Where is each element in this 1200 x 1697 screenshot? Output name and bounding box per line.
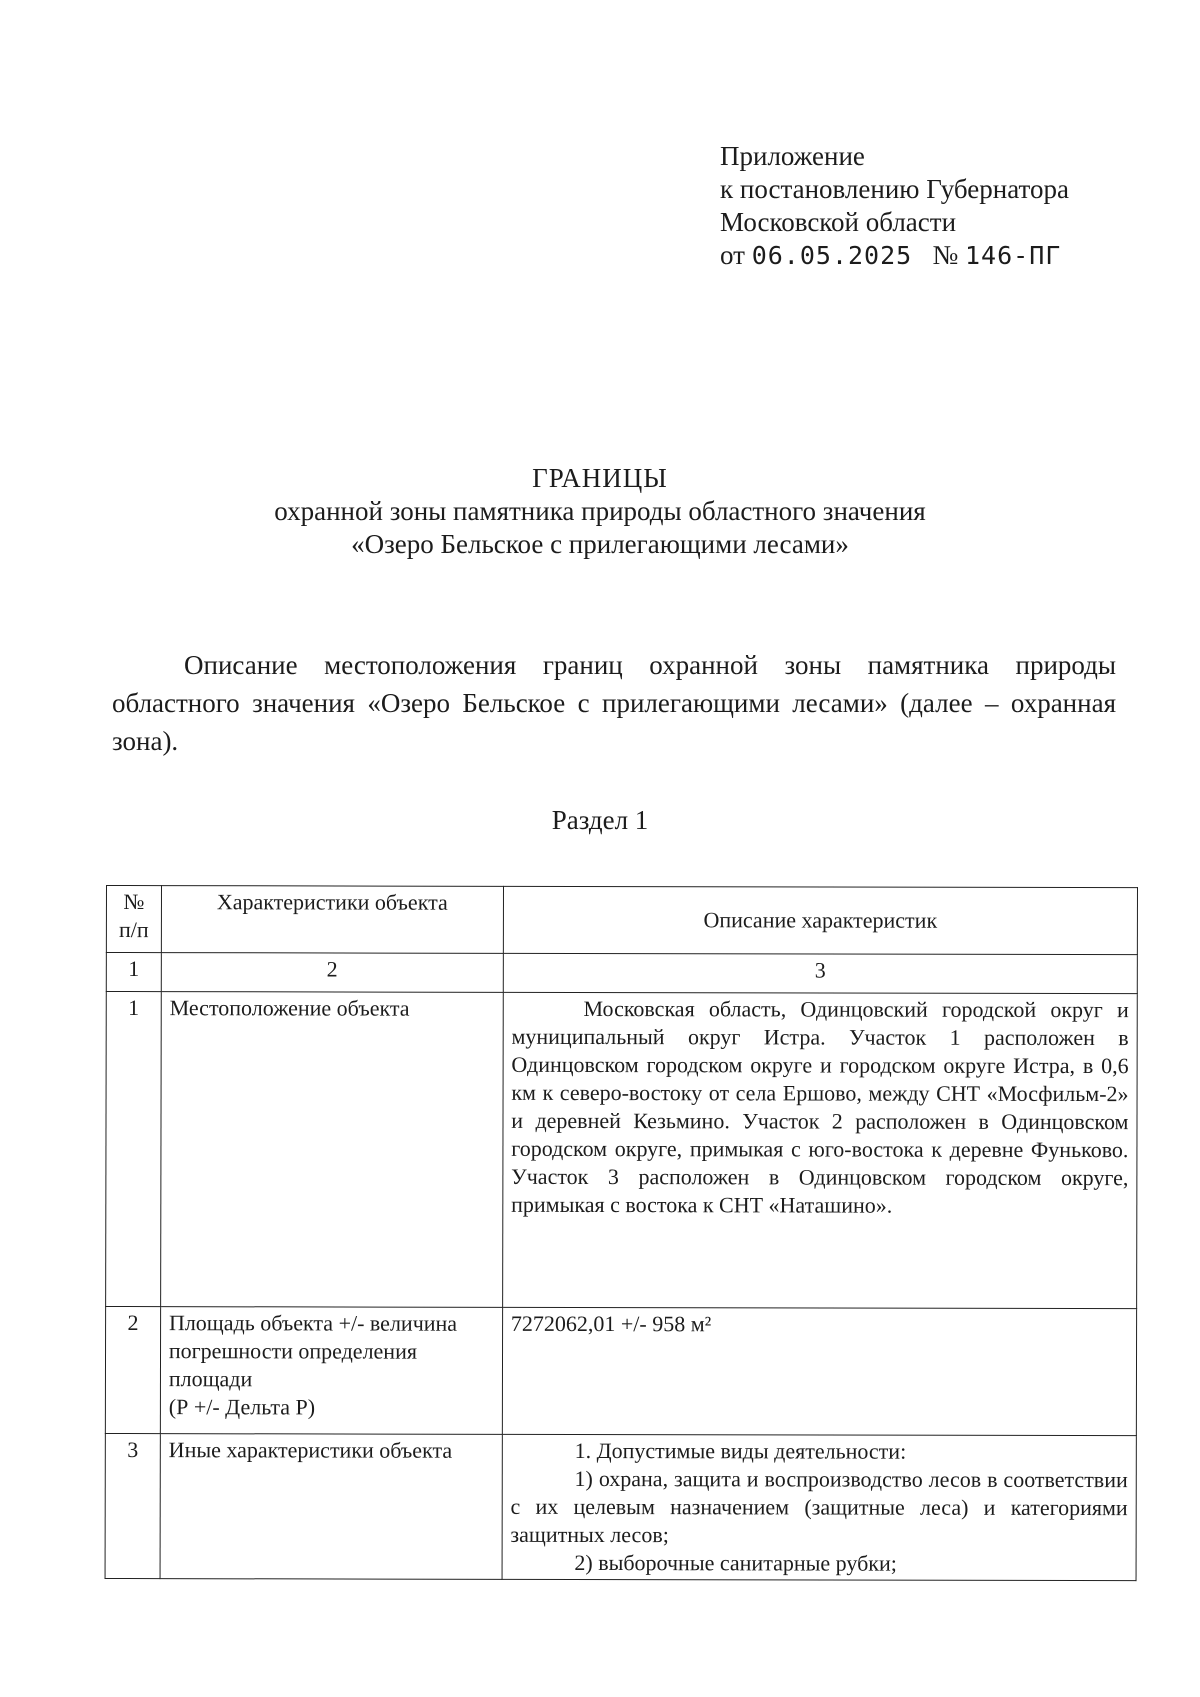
header-cell-number: № п/п	[106, 886, 161, 953]
row-number: 2	[105, 1307, 160, 1434]
column-number-2: 2	[161, 953, 503, 993]
table-row	[105, 1307, 1136, 1436]
section-label: Раздел 1	[551, 805, 649, 835]
column-number-3: 3	[503, 953, 1137, 993]
decree-number: 146-ПГ	[964, 241, 1062, 270]
appendix-date-line	[720, 239, 1069, 272]
row-description	[502, 1434, 1137, 1580]
row-characteristic: Иные характеристики объекта	[160, 1434, 502, 1580]
row-characteristic-formula: (Р +/- Дельта Р)	[168, 1394, 316, 1420]
appendix-line-1: Приложение	[720, 141, 865, 171]
header-cell-characteristics: Характеристики объекта	[161, 886, 503, 954]
activity-heading: 1. Допустимые виды деятельности:	[574, 1437, 907, 1464]
title-line-3: «Озеро Бельское с прилегающими лесами»	[351, 529, 849, 559]
title-line-2: охранной зоны памятника природы областного значения	[274, 496, 926, 526]
row-characteristic	[160, 1307, 502, 1435]
appendix-header	[720, 140, 1069, 272]
characteristics-table	[105, 885, 1138, 1581]
column-number-1: 1	[106, 953, 161, 992]
activity-item: 2) выборочные санитарные рубки;	[574, 1549, 897, 1576]
activity-item: 1) охрана, защита и воспроизводство лесов в соответствии с их целевым назначением (защитные леса) и категориями защитных лесов;	[510, 1465, 1128, 1548]
title-heading: ГРАНИЦЫ	[532, 463, 668, 493]
decree-date: 06.05.2025	[751, 241, 913, 270]
row-characteristic-text: Площадь объекта +/- величина погрешности определения площади	[168, 1310, 458, 1392]
table-header-row	[106, 886, 1137, 955]
row-description: Московская область, Одинцовский городской округ и муниципальный округ Истра. Участок 1 расположен в Одинцовском городском округе и городском округе Истра, в 0,6 км к северо-востоку от села Ершово, между СНТ «Мосфильм-2» и деревней Кезьмино. Участок 2 расположен в Одинцовском городском округе, примыкая с юго-востока к деревне Фуньково. Участок 3 расположен в Одинцовском городском округе, примыкая с востока к СНТ «Наташино».	[502, 992, 1137, 1308]
row-number: 1	[106, 992, 162, 1307]
appendix-line-2: к постановлению Губернатора	[720, 174, 1069, 204]
date-prefix: от	[720, 240, 745, 270]
table-column-numbers-row	[106, 953, 1137, 994]
table-row	[106, 992, 1138, 1309]
row-characteristic: Местоположение объекта	[160, 992, 503, 1308]
row-description: 7272062,01 +/- 958 м²	[502, 1307, 1136, 1435]
header-cell-description: Описание характеристик	[503, 886, 1137, 954]
appendix-line-3: Московской области	[720, 207, 957, 237]
document-title	[0, 462, 1200, 561]
number-sign: №	[932, 240, 959, 270]
table-row	[105, 1433, 1136, 1580]
description-paragraph: Описание местоположения границ охранной зоны памятника природы областного значения «Озеро Бельское с прилегающими лесами» (далее – охранная зона).	[112, 650, 1116, 756]
row-number: 3	[105, 1433, 160, 1578]
